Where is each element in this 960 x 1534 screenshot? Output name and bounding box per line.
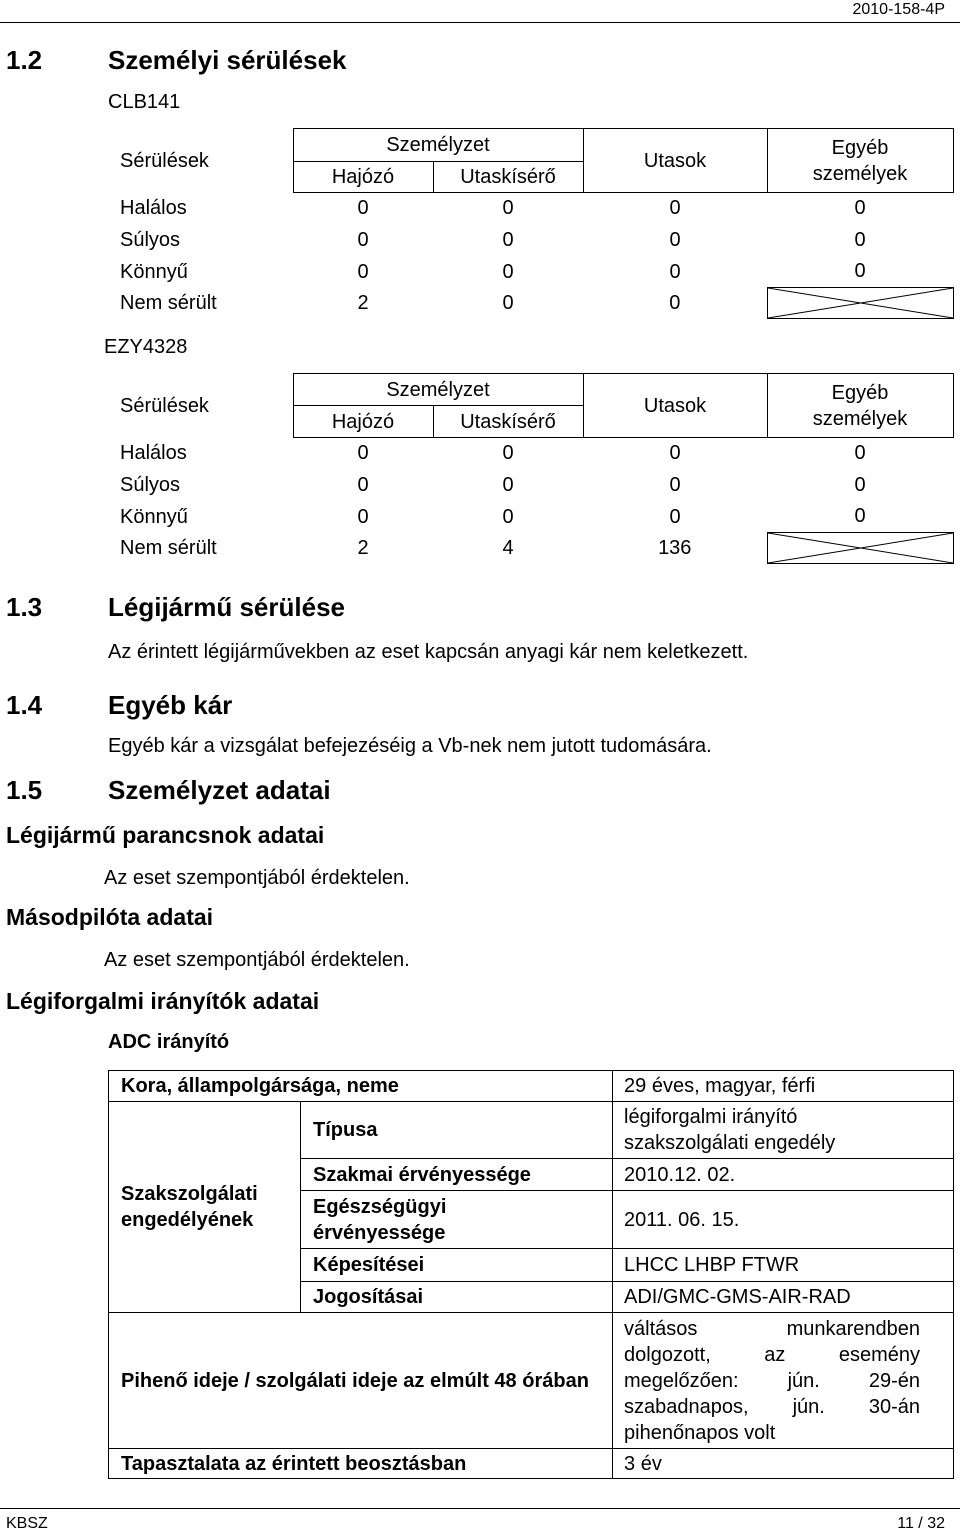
first-officer-text: Az eset szempontjából érdektelen. [104, 949, 410, 971]
license-type-value [613, 1102, 954, 1159]
subheading-adc-controller: ADC irányító [108, 1031, 230, 1053]
document-id: 2010-158-4P [852, 1, 945, 18]
license-label: Szakszolgálati engedélyének [109, 1102, 301, 1313]
cross-out-mark [768, 288, 953, 318]
qualifications-value: LHCC LHBP FTWR [613, 1249, 954, 1282]
medical-validity-label [301, 1191, 613, 1249]
col-header-others-label: Egyéb személyek [812, 136, 908, 185]
other-damage-text: Egyéb kár a vizsgálat befejezéséig a Vb-nek nem jutott tudomására. [108, 735, 712, 757]
footer-rule [0, 1508, 960, 1509]
cell-value: 0 [854, 442, 866, 465]
cell-value: 2 [357, 292, 369, 314]
cell-value: 0 [502, 505, 514, 528]
cell-value: 0 [357, 442, 369, 465]
section-title-other-damage: Egyéb kár [108, 690, 233, 720]
row-label: Súlyos [120, 228, 181, 251]
injury-table-clb141 [108, 128, 954, 319]
professional-validity-label: Szakmai érvényessége [301, 1159, 613, 1191]
cell-value: 0 [502, 442, 514, 465]
row-label: Nem sérült [120, 537, 217, 559]
cell-value: 0 [502, 473, 514, 496]
cell-value: 0 [357, 197, 369, 220]
subheading-captain: Légijármű parancsnok adatai [6, 822, 325, 848]
footer-organization: KBSZ [6, 1515, 48, 1532]
professional-validity-value: 2010.12. 02. [613, 1159, 954, 1191]
rest-duty-value-text: váltásos munkarendben dolgozott, az esemény megelőzően: jún. 29-én szabadnapos, jún. 30-án pihenőnapos volt [624, 1317, 921, 1444]
col-header-crew: Személyzet [293, 129, 583, 162]
injury-table-ezy4328 [108, 373, 954, 564]
col-header-injuries: Sérülések [120, 149, 209, 172]
cell-value: 136 [658, 537, 692, 559]
cell-value: 0 [502, 228, 514, 251]
not-applicable-cell [767, 288, 953, 319]
cell-value: 0 [854, 197, 866, 220]
license-type-text: légiforgalmi irányító szakszolgálati engedély [624, 1106, 836, 1154]
ratings-value: ADI/GMC-GMS-AIR-RAD [613, 1282, 954, 1313]
cell-value: 0 [669, 228, 681, 251]
rest-duty-value [613, 1313, 954, 1449]
col-header-crew-cabin: Utaskísérő [433, 406, 583, 438]
age-nationality-sex-value: 29 éves, magyar, férfi [613, 1071, 954, 1102]
col-header-crew: Személyzet [293, 374, 583, 406]
cell-value: 0 [357, 505, 369, 528]
row-label: Súlyos [120, 473, 181, 496]
page-number: 11 / 32 [897, 1515, 945, 1532]
cell-value: 0 [669, 197, 681, 220]
cell-value: 0 [669, 292, 681, 314]
cell-value: 0 [502, 292, 514, 314]
col-header-passengers: Utasok [583, 374, 767, 438]
cell-value: 0 [669, 260, 681, 283]
cell-value: 0 [854, 228, 866, 251]
cell-value: 0 [669, 505, 681, 528]
qualifications-label: Képesítései [301, 1249, 613, 1282]
section-number-1-3: 1.3 [6, 592, 43, 622]
section-title-crew-data: Személyzet adatai [108, 775, 331, 805]
header-rule [0, 22, 960, 23]
cell-value: 2 [357, 537, 369, 559]
section-title-aircraft-damage: Légijármű sérülése [108, 592, 345, 622]
cell-value: 4 [502, 537, 514, 559]
col-header-crew-flight: Hajózó [293, 162, 433, 193]
section-number-1-5: 1.5 [6, 775, 43, 805]
cell-value: 0 [854, 260, 866, 283]
experience-label: Tapasztalata az érintett beosztásban [109, 1449, 613, 1479]
cross-out-mark [768, 533, 953, 563]
cell-value: 0 [669, 473, 681, 496]
license-type-label: Típusa [301, 1102, 613, 1159]
row-label: Könnyű [120, 260, 188, 283]
row-label: Nem sérült [120, 292, 217, 314]
atc-controller-table [108, 1070, 954, 1479]
cell-value: 0 [502, 197, 514, 220]
cell-value: 0 [357, 228, 369, 251]
section-number-1-4: 1.4 [6, 690, 43, 720]
col-header-others [767, 374, 953, 438]
ratings-label: Jogosításai [301, 1282, 613, 1313]
col-header-passengers: Utasok [583, 129, 767, 193]
rest-duty-label [109, 1313, 613, 1449]
age-nationality-sex-label: Kora, állampolgársága, neme [109, 1071, 613, 1102]
medical-validity-value: 2011. 06. 15. [613, 1191, 954, 1249]
experience-value: 3 év [613, 1449, 954, 1479]
flight-code-ezy4328: EZY4328 [104, 336, 188, 358]
cell-value: 0 [854, 473, 866, 496]
captain-text: Az eset szempontjából érdektelen. [104, 867, 410, 889]
col-header-injuries: Sérülések [120, 394, 209, 417]
cell-value: 0 [357, 473, 369, 496]
col-header-others-label: Egyéb személyek [812, 381, 908, 430]
medical-validity-text: Egészségügyi érvényessége [313, 1195, 447, 1244]
cell-value: 0 [669, 442, 681, 465]
col-header-crew-cabin: Utaskísérő [433, 162, 583, 193]
col-header-crew-flight: Hajózó [293, 406, 433, 438]
section-title-injuries: Személyi sérülések [108, 45, 347, 75]
col-header-others [767, 129, 953, 193]
flight-code-clb141: CLB141 [108, 91, 181, 113]
rest-duty-label-text: Pihenő ideje / szolgálati ideje az elmúlt 48 órában [121, 1369, 589, 1392]
section-number-1-2: 1.2 [6, 45, 43, 75]
cell-value: 0 [502, 260, 514, 283]
cell-value: 0 [854, 505, 866, 528]
subheading-first-officer: Másodpilóta adatai [6, 904, 214, 930]
subheading-atc: Légiforgalmi irányítók adatai [6, 988, 320, 1014]
cell-value: 0 [357, 260, 369, 283]
row-label: Halálos [120, 442, 187, 464]
row-label: Könnyű [120, 505, 188, 528]
row-label: Halálos [120, 197, 187, 219]
aircraft-damage-text: Az érintett légijárművekben az eset kapcsán anyagi kár nem keletkezett. [108, 641, 749, 663]
not-applicable-cell [767, 533, 953, 564]
